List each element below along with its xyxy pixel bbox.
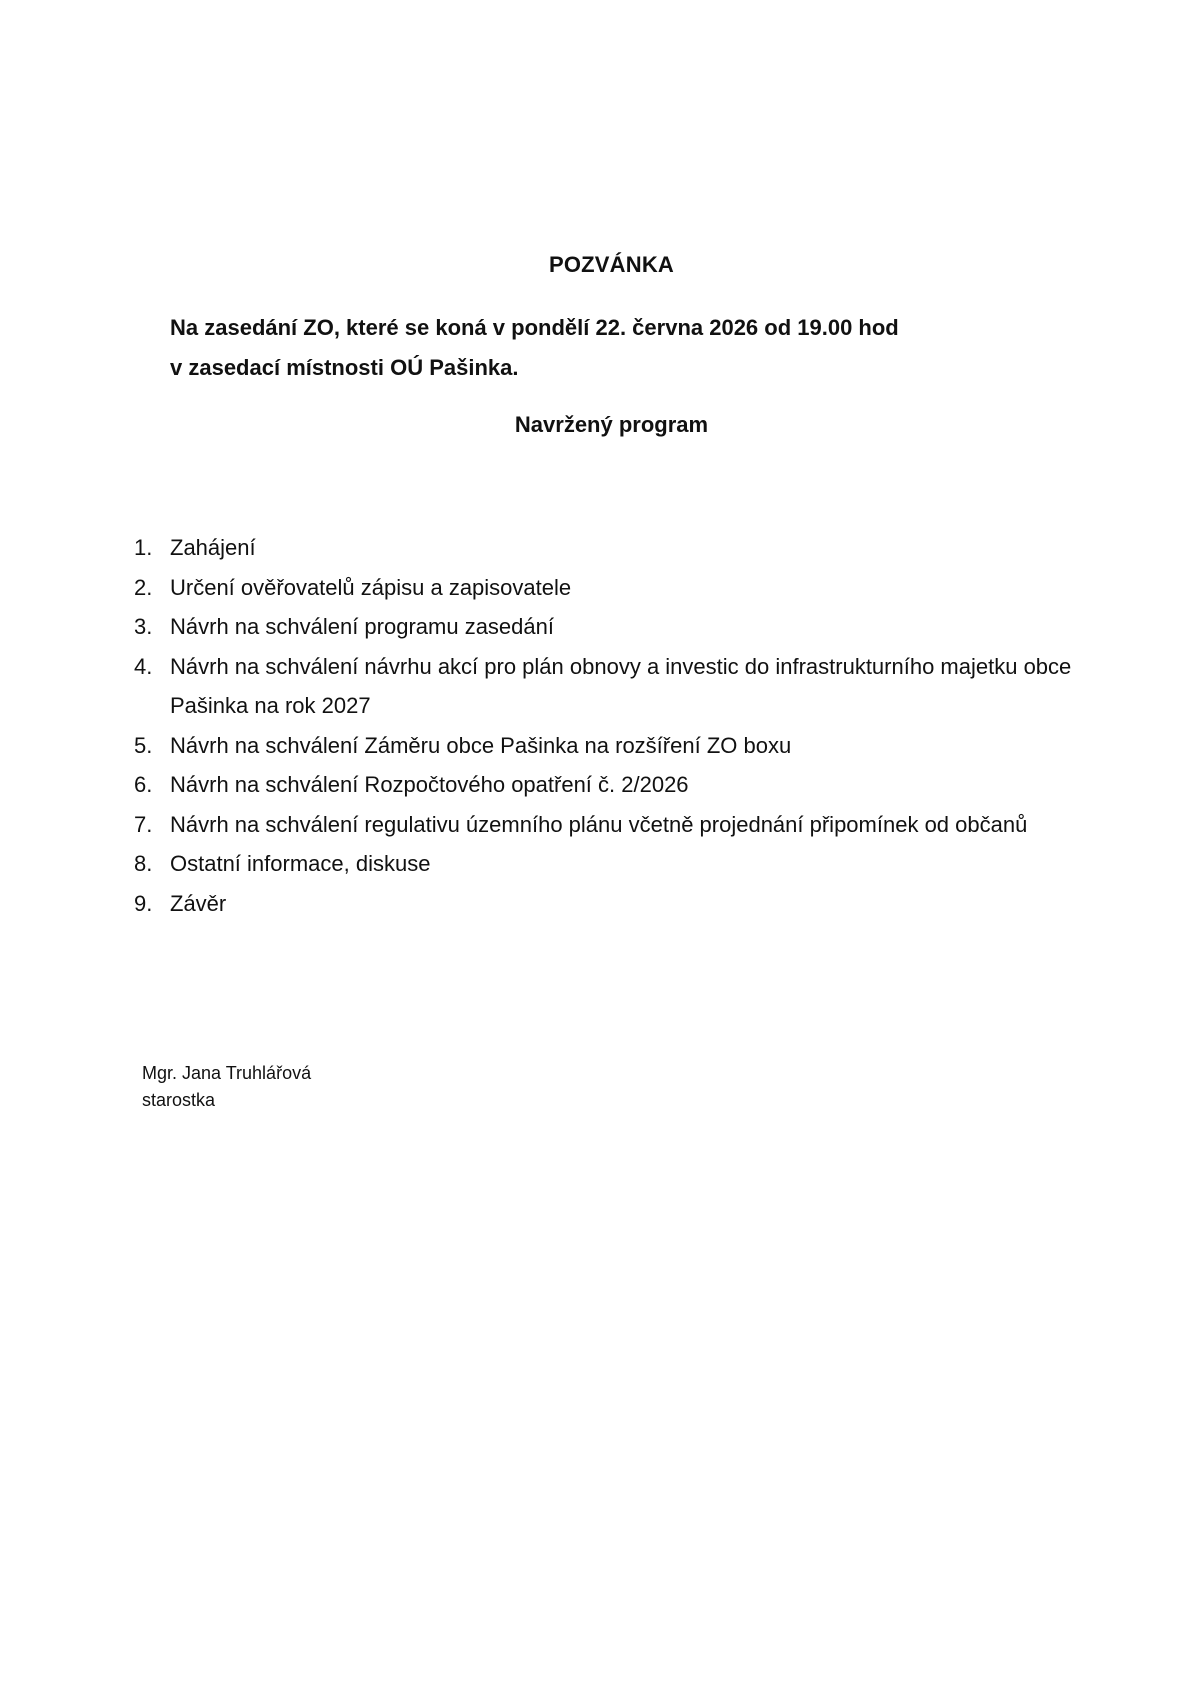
- invitation-line-2: v zasedací místnosti OÚ Pašinka.: [170, 355, 519, 380]
- agenda-item-number: 9.: [134, 890, 153, 916]
- agenda-item-text: Návrh na schválení návrhu akcí pro plán obnovy a investic do infrastrukturního majetku obce Pašinka na rok 2027: [170, 653, 1072, 718]
- agenda-item: [130, 726, 1090, 766]
- agenda-item-text: Návrh na schválení programu zasedání: [170, 614, 554, 639]
- agenda-item-number: 8.: [134, 851, 153, 876]
- agenda-item-number: 6.: [134, 772, 153, 797]
- agenda-item-number: 1.: [134, 535, 153, 560]
- agenda-item: [130, 805, 1090, 845]
- agenda-item: [130, 528, 1090, 568]
- agenda-item: [130, 884, 1090, 924]
- invitation-line-1: Na zasedání ZO, které se koná v pondělí 22. června 2026 od 19.00 hod: [170, 315, 899, 340]
- signature-name: Mgr. Jana Truhlářová: [142, 1063, 312, 1083]
- agenda-item-text: Zahájení: [170, 535, 256, 560]
- agenda-item: [130, 844, 1090, 884]
- document-title: POZVÁNKA: [548, 252, 675, 277]
- agenda-item-text: Určení ověřovatelů zápisu a zapisovatele: [170, 574, 572, 600]
- agenda-item-number: 7.: [134, 811, 153, 837]
- invitation-text: [170, 308, 899, 388]
- agenda-item-text: Ostatní informace, diskuse: [170, 851, 431, 876]
- agenda-list: [130, 528, 1090, 923]
- program-heading: Navržený program: [514, 412, 709, 437]
- agenda-item-text: Závěr: [170, 890, 227, 916]
- agenda-item: [130, 765, 1090, 805]
- agenda-item-number: 4.: [134, 653, 153, 679]
- agenda-item-text: Návrh na schválení regulativu územního plánu včetně projednání připomínek od občanů: [170, 811, 1028, 837]
- agenda-item-number: 5.: [134, 732, 153, 758]
- agenda-item: [130, 568, 1090, 608]
- signature-block: [142, 1060, 311, 1114]
- agenda-item: [130, 607, 1090, 647]
- agenda-item-text: Návrh na schválení Záměru obce Pašinka na rozšíření ZO boxu: [170, 732, 792, 758]
- agenda-item-number: 3.: [134, 614, 153, 639]
- agenda-item-text: Návrh na schválení Rozpočtového opatření č. 2/2026: [170, 772, 689, 797]
- signature-role: starostka: [142, 1090, 216, 1110]
- agenda-item: [130, 647, 1090, 726]
- agenda-item-number: 2.: [134, 574, 153, 600]
